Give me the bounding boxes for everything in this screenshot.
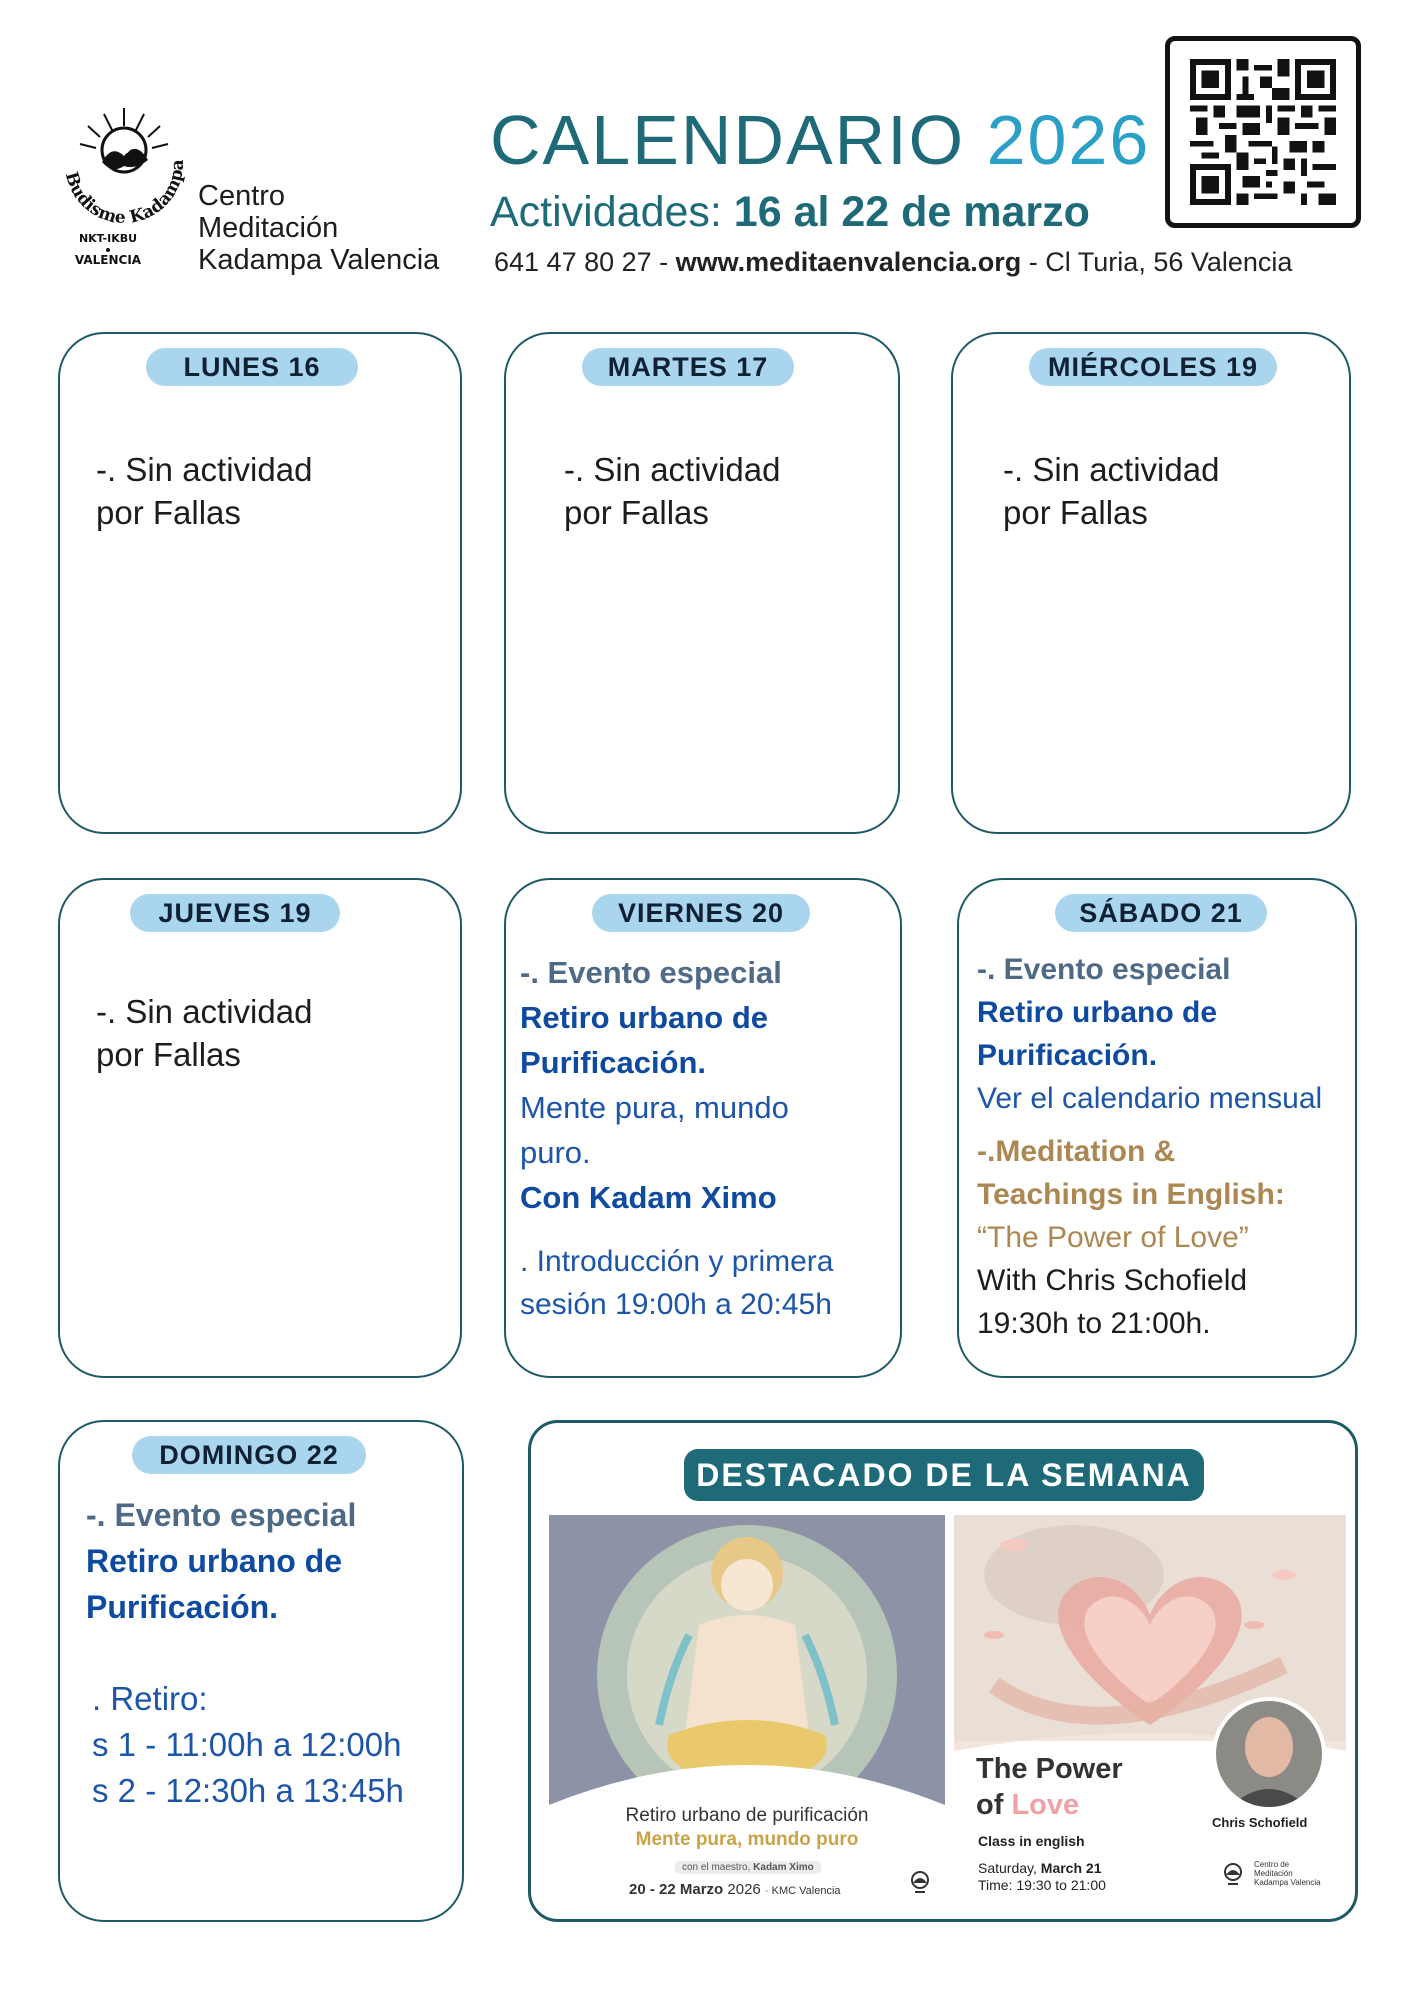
page-title — [490, 100, 1150, 180]
day-card-miercoles — [951, 332, 1351, 834]
day-label: MARTES 17 — [582, 348, 794, 386]
address: - Cl Turia, 56 Valencia — [1028, 247, 1293, 277]
love-poster-class: Class in english — [978, 1833, 1085, 1849]
text-line: por Fallas — [96, 494, 241, 531]
subtitle-prefix: Actividades: — [490, 188, 722, 236]
day-label: SÁBADO 21 — [1055, 894, 1267, 932]
session-line: . Introducción y primera — [520, 1245, 834, 1278]
class-subtitle: “The Power of Love” — [977, 1221, 1249, 1254]
love-poster-date — [978, 1860, 1106, 1894]
retreat-poster-teacher — [674, 1861, 822, 1874]
no-activity-text — [1003, 448, 1219, 534]
event-title-line: Retiro urbano de — [86, 1543, 343, 1579]
event-title-line: Purificación. — [977, 1039, 1158, 1072]
teacher-prefix: con el maestro, — [682, 1862, 751, 1873]
retreat-poster-line2: Mente pura, mundo puro — [635, 1829, 859, 1850]
class-time: 19:30h to 21:00h. — [977, 1307, 1211, 1340]
kadampa-small-logo-icon — [905, 1867, 935, 1897]
event-teacher: Con Kadam Ximo — [520, 1180, 777, 1215]
day-card-domingo — [58, 1420, 464, 1922]
class-title-line: -.Meditation & — [977, 1135, 1176, 1168]
featured-heading: DESTACADO DE LA SEMANA — [684, 1449, 1204, 1501]
title-line: The Power — [976, 1753, 1123, 1785]
day-card-jueves — [58, 878, 462, 1378]
year: 2026 — [727, 1881, 761, 1898]
kadampa-small-logo-icon — [1218, 1859, 1248, 1889]
day-card-lunes — [58, 332, 462, 834]
session-info — [520, 1240, 833, 1326]
session-line: sesión 19:00h a 20:45h — [520, 1288, 832, 1321]
day-label: JUEVES 19 — [130, 894, 340, 932]
center-name-line: Meditación — [198, 212, 339, 244]
love-poster[interactable] — [954, 1515, 1346, 1905]
center-name-line: Centro — [198, 180, 286, 212]
no-activity-text — [564, 448, 780, 534]
phone-number: 641 47 80 27 - — [494, 247, 669, 277]
english-class — [977, 1130, 1285, 1345]
event-subtitle-line: Mente pura, mundo — [520, 1090, 789, 1125]
retreat-poster-line1: Retiro urbano de purificación — [625, 1805, 869, 1826]
event-type: -. Evento especial — [520, 955, 782, 990]
event-subtitle-line: puro. — [520, 1135, 591, 1170]
session-line: s 1 - 11:00h a 12:00h — [92, 1726, 402, 1763]
event-type: -. Evento especial — [977, 953, 1231, 986]
day-card-martes — [504, 332, 900, 834]
dates: 20 - 22 Marzo — [629, 1881, 724, 1898]
contact-line — [494, 247, 1292, 278]
love-poster-teacher: Chris Schofield — [1212, 1815, 1308, 1830]
text-line: por Fallas — [564, 494, 709, 531]
center-line: Centro de — [1254, 1860, 1290, 1869]
center-name-line: Kadampa Valencia — [198, 244, 440, 276]
class-title-line: Teachings in English: — [977, 1178, 1285, 1211]
day-label: DOMINGO 22 — [132, 1436, 366, 1474]
text-line: -. Sin actividad — [96, 993, 313, 1030]
day-card-viernes — [504, 878, 902, 1378]
event-title-line: Purificación. — [86, 1589, 279, 1625]
event-type: -. Evento especial — [86, 1497, 357, 1533]
event-details — [977, 948, 1322, 1120]
love-poster-title — [976, 1751, 1123, 1823]
retreat-sessions — [92, 1676, 404, 1814]
event-details — [86, 1492, 356, 1630]
title-love: Love — [1011, 1789, 1080, 1821]
center-name — [198, 180, 439, 276]
retreat-poster-dates — [629, 1881, 841, 1898]
day-label: VIERNES 20 — [592, 894, 810, 932]
page-subtitle — [490, 188, 1090, 237]
class-teacher: With Chris Schofield — [977, 1264, 1248, 1297]
event-title-line: Retiro urbano de — [977, 996, 1218, 1029]
center-line: Meditación — [1254, 1869, 1293, 1878]
place: · KMC Valencia — [764, 1885, 841, 1897]
date-prefix: Saturday, — [978, 1860, 1037, 1876]
calendar-note: Ver el calendario mensual — [977, 1082, 1323, 1115]
event-title-line: Purificación. — [520, 1045, 707, 1080]
retreat-poster[interactable] — [549, 1515, 945, 1905]
title-year: 2026 — [986, 101, 1151, 179]
time: Time: 19:30 to 21:00 — [978, 1877, 1106, 1893]
event-title-line: Retiro urbano de — [520, 1000, 769, 1035]
session-line: s 2 - 12:30h a 13:45h — [92, 1772, 404, 1809]
retreat-label: . Retiro: — [92, 1680, 208, 1717]
no-activity-text — [96, 990, 312, 1076]
kadampa-logo — [52, 104, 202, 284]
center-line: Kadampa Valencia — [1254, 1878, 1321, 1887]
title-word: CALENDARIO — [490, 101, 966, 179]
text-line: -. Sin actividad — [96, 451, 313, 488]
teacher-name: Kadam Ximo — [753, 1862, 814, 1873]
text-line: por Fallas — [96, 1036, 241, 1073]
deity-illustration — [549, 1515, 945, 1805]
date: March 21 — [1040, 1860, 1102, 1876]
day-label: MIÉRCOLES 19 — [1029, 348, 1277, 386]
day-label: LUNES 16 — [146, 348, 358, 386]
text-line: -. Sin actividad — [1003, 451, 1220, 488]
logo-arc-text: Budisme Kadampa — [60, 159, 188, 229]
event-details — [520, 950, 789, 1220]
love-poster-center — [1254, 1860, 1321, 1887]
teacher-photo — [1212, 1697, 1326, 1811]
text-line: -. Sin actividad — [564, 451, 781, 488]
logo-line1: NKT-IKBU — [78, 232, 138, 245]
website-link[interactable]: www.meditaenvalencia.org — [675, 247, 1022, 277]
no-activity-text — [96, 448, 312, 534]
text-line: por Fallas — [1003, 494, 1148, 531]
day-card-sabado — [957, 878, 1357, 1378]
title-of: of — [976, 1789, 1004, 1821]
featured-section — [528, 1420, 1358, 1922]
subtitle-dates: 16 al 22 de marzo — [733, 188, 1090, 236]
qr-code-icon[interactable] — [1165, 36, 1361, 228]
logo-line2: VALENCIA — [74, 253, 142, 267]
